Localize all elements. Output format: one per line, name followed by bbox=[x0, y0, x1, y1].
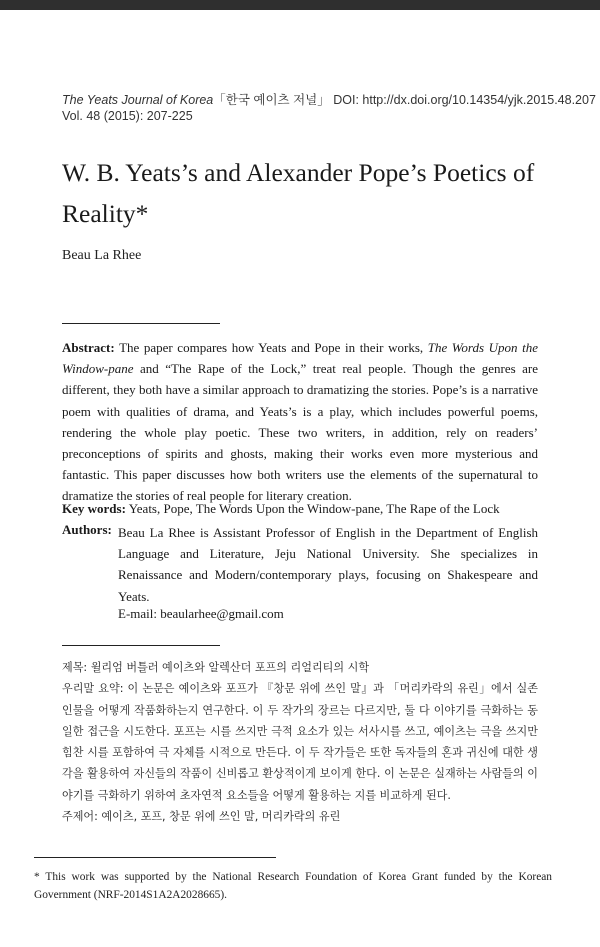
authors-label: Authors: bbox=[62, 522, 112, 537]
divider-rule bbox=[62, 645, 220, 646]
volume-info: Vol. 48 (2015): 207-225 bbox=[62, 109, 193, 123]
footnote: * This work was supported by the National Research Foundation of Korea Grant funded by the Korean Government (NRF-2014S1A2A2028665). bbox=[34, 871, 552, 901]
article-author: Beau La Rhee bbox=[62, 248, 142, 263]
abstract-text-1: The paper compares how Yeats and Pope in their works, bbox=[114, 340, 428, 355]
korean-title-label: 제목: bbox=[62, 661, 88, 674]
keywords-label: Key words: bbox=[62, 501, 126, 516]
journal-title: The Yeats Journal of Korea bbox=[62, 93, 214, 107]
divider-rule bbox=[62, 323, 220, 324]
korean-summary-text: 이 논문은 예이츠와 포프가 『창문 위에 쓰인 말』과 「머리카락의 유린」에서 실존 인물을 어떻게 작품화하는지 연구한다. 이 두 작가의 장르는 다르지만, 둘 다 이야기를 극화하는 동일한 접근을 시도한다. 포프는 시를 쓰지만 극적 요소가 있는 서사시를 쓰고, 예이츠는 극을 쓰지만 힘찬 시를 포함하여 극 자체를 시적으로 만든다. 이 두 작가들은 또한 독자들의 혼과 귀신에 대한 생각을 활용하여 자신들의 작품이 신비롭고 환상적이게 보이게 한다. 이 논문은 실재하는 사람들의 이야기를 극화하기 위하여 초자연적 요소들을 어떻게 활용하는 지를 비교하게 된다. bbox=[62, 682, 538, 802]
abstract-paragraph bbox=[62, 337, 538, 507]
author-email[interactable]: E-mail: beaularhee@gmail.com bbox=[118, 606, 284, 621]
journal-korean-title: 「한국 예이츠 저널」 bbox=[213, 93, 330, 107]
korean-keywords-label: 주제어: bbox=[62, 810, 98, 824]
keywords-text: Yeats, Pope, The Words Upon the Window-pane, The Rape of the Lock bbox=[125, 501, 500, 516]
abstract-label: Abstract: bbox=[62, 340, 115, 355]
authors-bio: Beau La Rhee is Assistant Professor of English in the Department of English Language and Literature, Jeju National University. She specializes in Renaissance and Modern/contemporary plays, focusing on Shakespeare and Yeats. bbox=[118, 525, 538, 604]
journal-header bbox=[62, 92, 596, 124]
korean-title: 윌리엄 버틀러 예이츠와 알렉산더 포프의 리얼리티의 시학 bbox=[87, 661, 370, 674]
footnote-rule bbox=[34, 857, 276, 858]
korean-summary bbox=[62, 678, 538, 806]
abstract-text-2: and “The Rape of the Lock,” treat real people. Though the genres are different, they both have a similar approach to dramatizing the stories. Pope’s is a narrative poem with qualities of drama, and Yeats’s is a play, which includes powerful poems, rendering the whole play poetic. These two writers, in addition, rely on readers’ preconceptions of spirits and ghosts, making their works even more mysterious and fantastic. This paper discusses how both writers use the elements of the supernatural to dramatize the stories of real people for literary creation. bbox=[62, 361, 538, 504]
top-bar bbox=[0, 0, 600, 10]
korean-summary-label: 우리말 요약: bbox=[62, 682, 124, 696]
keywords-line bbox=[62, 501, 500, 517]
korean-title-line bbox=[62, 657, 538, 678]
abstract-work-title: The Words Upon the Window-pane bbox=[62, 340, 539, 377]
korean-abstract bbox=[62, 657, 538, 827]
journal-citation-line bbox=[62, 92, 596, 108]
article-title: W. B. Yeats’s and Alexander Pope’s Poetics of Reality* bbox=[62, 158, 535, 228]
korean-keywords-line bbox=[62, 806, 538, 827]
korean-keywords: 예이츠, 포프, 창문 위에 쓰인 말, 머리카락의 유린 bbox=[97, 810, 341, 824]
doi-link[interactable]: DOI: http://dx.doi.org/10.14354/yjk.2015.48.207 bbox=[329, 93, 596, 107]
